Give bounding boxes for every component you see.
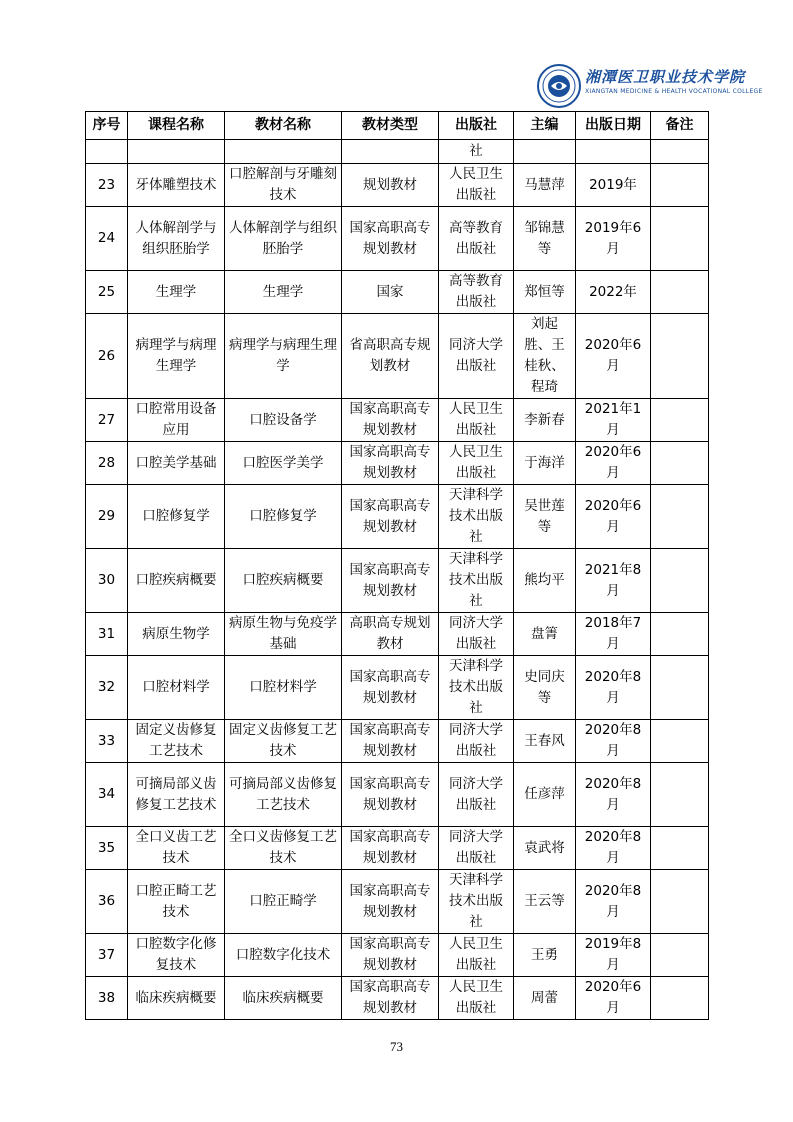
- table-cell: 33: [86, 720, 128, 763]
- table-cell: 可摘局部义齿修复工艺技术: [225, 763, 342, 827]
- header-cell: 出版日期: [576, 112, 651, 140]
- table-cell: 全口义齿修复工艺技术: [225, 827, 342, 870]
- table-cell: 王春风: [514, 720, 576, 763]
- table-cell: 口腔修复学: [225, 485, 342, 549]
- table-cell: 26: [86, 314, 128, 399]
- table-cell: 国家高职高专规划教材: [342, 827, 439, 870]
- table-cell: 2018年7月: [576, 613, 651, 656]
- table-cell: 同济大学出版社: [439, 613, 514, 656]
- table-cell: 病原生物学: [128, 613, 225, 656]
- table-cell: 于海洋: [514, 442, 576, 485]
- table-cell: 国家高职高专规划教材: [342, 485, 439, 549]
- table-cell: [651, 613, 709, 656]
- table-cell: 临床疾病概要: [225, 977, 342, 1020]
- table-cell: 34: [86, 763, 128, 827]
- table-row: [86, 827, 709, 870]
- table-cell: 生理学: [225, 271, 342, 314]
- table-cell: 临床疾病概要: [128, 977, 225, 1020]
- header-cell: 出版社: [439, 112, 514, 140]
- header-cell: 课程名称: [128, 112, 225, 140]
- table-cell: 生理学: [128, 271, 225, 314]
- table-cell: 2019年: [576, 164, 651, 207]
- table-cell: [514, 140, 576, 164]
- table-row: [86, 442, 709, 485]
- table-cell: 同济大学出版社: [439, 827, 514, 870]
- table-cell: [651, 549, 709, 613]
- table-cell: 27: [86, 399, 128, 442]
- header-cell: 主编: [514, 112, 576, 140]
- table-cell: 盘箐: [514, 613, 576, 656]
- table-cell: [651, 720, 709, 763]
- table-cell: 31: [86, 613, 128, 656]
- table-cell: 2019年6月: [576, 207, 651, 271]
- table-cell: [651, 870, 709, 934]
- table-cell: 周蕾: [514, 977, 576, 1020]
- table-cell: 王勇: [514, 934, 576, 977]
- table-cell: [651, 399, 709, 442]
- table-cell: [651, 442, 709, 485]
- table-cell: 2020年6月: [576, 977, 651, 1020]
- table-cell: [651, 656, 709, 720]
- table-cell: 省高职高专规划教材: [342, 314, 439, 399]
- table-cell: 口腔数字化技术: [225, 934, 342, 977]
- table-cell: 人民卫生出版社: [439, 442, 514, 485]
- table-cell: 28: [86, 442, 128, 485]
- table-header-row: [86, 112, 709, 140]
- table-row: [86, 613, 709, 656]
- table-cell: [86, 140, 128, 164]
- table-cell: 全口义齿工艺技术: [128, 827, 225, 870]
- table-cell: 同济大学出版社: [439, 314, 514, 399]
- table-cell: 36: [86, 870, 128, 934]
- table-cell: 可摘局部义齿修复工艺技术: [128, 763, 225, 827]
- table-cell: 病理学与病理生理学: [225, 314, 342, 399]
- table-cell: 高等教育出版社: [439, 207, 514, 271]
- table-row: [86, 763, 709, 827]
- table-cell: 郑恒等: [514, 271, 576, 314]
- table-cell: 国家高职高专规划教材: [342, 442, 439, 485]
- table-cell: 29: [86, 485, 128, 549]
- table-cell: 人民卫生出版社: [439, 977, 514, 1020]
- table-row: [86, 934, 709, 977]
- table-cell: 国家高职高专规划教材: [342, 656, 439, 720]
- table-cell: 王云等: [514, 870, 576, 934]
- table-cell: 2020年8月: [576, 720, 651, 763]
- table-cell: 口腔疾病概要: [128, 549, 225, 613]
- table-cell: 病理学与病理生理学: [128, 314, 225, 399]
- table-cell: 熊均平: [514, 549, 576, 613]
- page-number: 73: [390, 1039, 403, 1054]
- table-row: [86, 656, 709, 720]
- table-cell: 史同庆等: [514, 656, 576, 720]
- table-cell: [651, 485, 709, 549]
- table-row: [86, 399, 709, 442]
- table-row: [86, 207, 709, 271]
- table-cell: 35: [86, 827, 128, 870]
- table-cell: 李新春: [514, 399, 576, 442]
- college-logo: [537, 62, 763, 110]
- table-cell: 刘起胜、王桂秋、程琦: [514, 314, 576, 399]
- table-cell: 国家高职高专规划教材: [342, 934, 439, 977]
- table-cell: 2020年6月: [576, 314, 651, 399]
- table-cell: [576, 140, 651, 164]
- table-cell: [651, 207, 709, 271]
- table-cell: 2020年8月: [576, 656, 651, 720]
- table-cell: 天津科学技术出版社: [439, 870, 514, 934]
- table-cell: 37: [86, 934, 128, 977]
- header-cell: 备注: [651, 112, 709, 140]
- table-cell: 23: [86, 164, 128, 207]
- table-cell: 口腔数字化修复技术: [128, 934, 225, 977]
- logo-english-name: XIANGTAN MEDICINE & HEALTH VOCATIONAL COLLEGE: [585, 88, 763, 95]
- table-cell: 2020年8月: [576, 827, 651, 870]
- table-cell: 口腔正畸工艺技术: [128, 870, 225, 934]
- table-cell: 25: [86, 271, 128, 314]
- college-emblem-icon: [537, 64, 581, 108]
- table-cell: 口腔修复学: [128, 485, 225, 549]
- table-cell: 袁武将: [514, 827, 576, 870]
- table-cell: 同济大学出版社: [439, 720, 514, 763]
- table-cell: 口腔材料学: [225, 656, 342, 720]
- table-cell: 2020年8月: [576, 870, 651, 934]
- table-cell: 30: [86, 549, 128, 613]
- table-cell: 任彦萍: [514, 763, 576, 827]
- table-cell: 2020年6月: [576, 485, 651, 549]
- table-cell: 国家高职高专规划教材: [342, 207, 439, 271]
- table-row: [86, 485, 709, 549]
- table-cell: 2021年8月: [576, 549, 651, 613]
- table-cell: 国家高职高专规划教材: [342, 763, 439, 827]
- table-cell: 2019年8月: [576, 934, 651, 977]
- table-cell: 口腔常用设备应用: [128, 399, 225, 442]
- table-cell: [651, 314, 709, 399]
- table-cell: 口腔材料学: [128, 656, 225, 720]
- table-cell: 口腔疾病概要: [225, 549, 342, 613]
- table-cell: 规划教材: [342, 164, 439, 207]
- table-cell: 同济大学出版社: [439, 763, 514, 827]
- table-cell: 马慧萍: [514, 164, 576, 207]
- table-cell: 牙体雕塑技术: [128, 164, 225, 207]
- table-cell: 高职高专规划教材: [342, 613, 439, 656]
- table-cell: [651, 827, 709, 870]
- table-cell: 高等教育出版社: [439, 271, 514, 314]
- header-cell: 序号: [86, 112, 128, 140]
- table-cell: 病原生物与免疫学基础: [225, 613, 342, 656]
- table-cell: 24: [86, 207, 128, 271]
- table-cell: [651, 164, 709, 207]
- table-cell: 人体解剖学与组织胚胎学: [128, 207, 225, 271]
- table-cell: 天津科学技术出版社: [439, 549, 514, 613]
- table-cell: 口腔设备学: [225, 399, 342, 442]
- table-cell: 32: [86, 656, 128, 720]
- table-cell: 2021年1月: [576, 399, 651, 442]
- table-cell: 口腔正畸学: [225, 870, 342, 934]
- table-cell: 国家高职高专规划教材: [342, 977, 439, 1020]
- table-cell: 固定义齿修复工艺技术: [225, 720, 342, 763]
- table-cell: 吴世莲等: [514, 485, 576, 549]
- table-cell: [128, 140, 225, 164]
- table-cell: [651, 140, 709, 164]
- table-cell: 国家高职高专规划教材: [342, 549, 439, 613]
- logo-chinese-name: 湘潭医卫职业技术学院: [585, 68, 746, 86]
- table-cell: 38: [86, 977, 128, 1020]
- table-row: [86, 720, 709, 763]
- table-cell: 邹锦慧等: [514, 207, 576, 271]
- table-cell: 国家高职高专规划教材: [342, 870, 439, 934]
- table-cell: 天津科学技术出版社: [439, 485, 514, 549]
- textbook-table: [85, 111, 709, 1020]
- table-cell: 人民卫生出版社: [439, 934, 514, 977]
- table-cell: 人民卫生出版社: [439, 399, 514, 442]
- table-cell: 固定义齿修复工艺技术: [128, 720, 225, 763]
- table-cell: 人体解剖学与组织胚胎学: [225, 207, 342, 271]
- table-cell: [225, 140, 342, 164]
- table-row: [86, 164, 709, 207]
- table-row: [86, 870, 709, 934]
- table-cell: 口腔解剖与牙雕刻技术: [225, 164, 342, 207]
- table-cell: 天津科学技术出版社: [439, 656, 514, 720]
- header-cell: 教材名称: [225, 112, 342, 140]
- table-cell: 国家高职高专规划教材: [342, 720, 439, 763]
- table-cell: 国家: [342, 271, 439, 314]
- table-row: [86, 140, 709, 164]
- table-cell: [651, 977, 709, 1020]
- table-row: [86, 977, 709, 1020]
- table-cell: 国家高职高专规划教材: [342, 399, 439, 442]
- table-cell: 人民卫生出版社: [439, 164, 514, 207]
- table-row: [86, 314, 709, 399]
- table-cell: 社: [439, 140, 514, 164]
- table-cell: [651, 271, 709, 314]
- table-row: [86, 271, 709, 314]
- table-cell: 2020年8月: [576, 763, 651, 827]
- table-cell: [651, 763, 709, 827]
- table-cell: 口腔医学美学: [225, 442, 342, 485]
- table-cell: 2020年6月: [576, 442, 651, 485]
- table-row: [86, 549, 709, 613]
- table-cell: [342, 140, 439, 164]
- table-body: [86, 140, 709, 1020]
- table-cell: 2022年: [576, 271, 651, 314]
- header-cell: 教材类型: [342, 112, 439, 140]
- table-cell: [651, 934, 709, 977]
- table-cell: 口腔美学基础: [128, 442, 225, 485]
